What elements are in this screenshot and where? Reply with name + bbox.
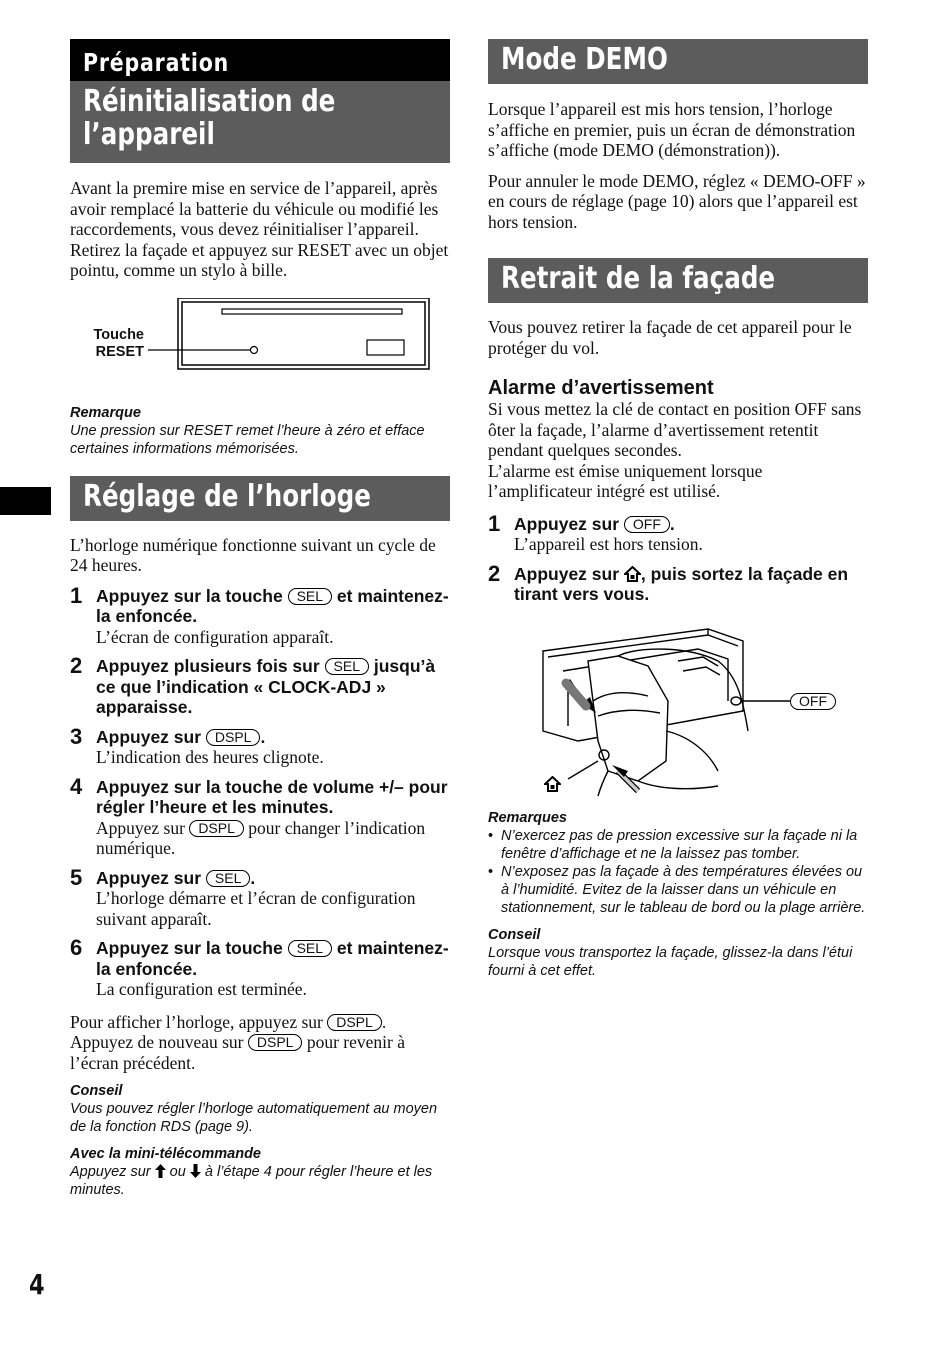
demo-paragraph-2: Pour annuler le mode DEMO, réglez « DEMO-OFF » en cours de réglage (page 10) alors que l’appareil est hors tension. [488, 170, 866, 232]
clock-step: 1 Appuyez sur la touche SEL et maintenez-la enfoncée. L’écran de configuration apparaît. [70, 582, 449, 647]
tip-title: Conseil [70, 1083, 123, 1099]
notes-title: Remarques [488, 809, 567, 826]
section-label: Préparation [70, 39, 450, 81]
sel-key: SEL [288, 940, 332, 957]
remove-heading: Retrait de la façade [488, 258, 868, 303]
tip-text: Vous pouvez régler l’horloge automatiquement au moyen de la fonction RDS (page 9). [70, 1101, 438, 1135]
remove-step: 2 Appuyez sur , puis sortez la façade en tirant vers vous. [488, 560, 849, 604]
reset-figure [70, 298, 450, 398]
note-item: • N’exposez pas la façade à des températures élevées ou à l’humidité. Evitez de la laisser dans un véhicule en stationnement, sur le tableau de bord ou la plage arrière. [488, 863, 868, 917]
note-title: Remarque [70, 404, 141, 421]
tip-title: Conseil [488, 926, 541, 943]
reset-figure-label: Touche RESET [93, 326, 144, 360]
release-button-icon [624, 566, 641, 582]
clock-step: 3 Appuyez sur DSPL . L’indication des heures clignote. [70, 723, 324, 767]
car-stereo-unit-drawing [70, 298, 450, 398]
remove-paragraph: Vous pouvez retirer la façade de cet appareil pour le protéger du vol. [488, 317, 852, 358]
release-button-icon [545, 777, 560, 791]
section-tab-marker [0, 487, 51, 515]
left-column [70, 39, 450, 1199]
display-clock-paragraph: Pour afficher l’horloge, appuyez sur DSPL . Appuyez de nouveau sur DSPL pour revenir à l’écran précédent. [70, 1011, 405, 1073]
clock-steps [70, 582, 450, 1000]
alarm-paragraph-2: L’alarme est émise uniquement lorsque l’amplificateur intégré est utilisé. [488, 460, 763, 501]
dspl-key: DSPL [327, 1014, 382, 1031]
dspl-key: DSPL [206, 729, 261, 746]
faceplate-removal-figure [488, 621, 868, 801]
remove-step: 1 Appuyez sur OFF . L’appareil est hors tension. [488, 510, 703, 554]
hand-removing-faceplate-drawing [488, 621, 868, 801]
clock-step: 6 Appuyez sur la touche SEL et maintenez-la enfoncée. La configuration est terminée. [70, 935, 449, 999]
clock-step: 4 Appuyez sur la touche de volume +/– pour régler l’heure et les minutes. Appuyez sur DSPL pour changer l’indication numérique. [70, 773, 448, 858]
dspl-key: DSPL [189, 820, 244, 837]
sel-key: SEL [206, 870, 250, 887]
demo-paragraph-1: Lorsque l’appareil est mis hors tension, l’horloge s’affiche en premier, puis un écran de démonstration s’affiche (mode DEMO (démonstration)). [488, 99, 856, 160]
alarm-paragraph-1: Si vous mettez la clé de contact en position OFF sans ôter la façade, l’alarme d’avertissement retentit pendant quelques secondes. [488, 399, 862, 460]
tip-text: Lorsque vous transportez la façade, glissez-la dans l’étui fourni à cet effet. [488, 944, 853, 979]
sel-key: SEL [288, 588, 332, 605]
reset-heading: Réinitialisation de l’appareil [70, 81, 450, 163]
clock-intro: L’horloge numérique fonctionne suivant un cycle de 24 heures. [70, 534, 436, 575]
demo-heading: Mode DEMO [488, 39, 868, 84]
clock-step: 2 Appuyez plusieurs fois sur SEL jusqu’à ce que l’indication « CLOCK-ADJ » apparaisse. [70, 653, 436, 717]
clock-step: 5 Appuyez sur SEL . L’horloge démarre et l’écran de configuration suivant apparaît. [70, 864, 416, 929]
page-number: 4 [29, 1268, 45, 1301]
dspl-key: DSPL [248, 1034, 303, 1051]
remote-text: Appuyez sur ou à l’étape 4 pour régler l’heure et les minutes. [70, 1164, 433, 1198]
alarm-heading: Alarme d’avertissement [488, 377, 714, 399]
reset-paragraph-2: Retirez la façade et appuyez sur RESET avec un objet pointu, comme un stylo à bille. [70, 239, 449, 280]
note-item: • N’exercez pas de pression excessive sur la façade ni la fenêtre d’affichage et ne la laissez pas tomber. [488, 827, 868, 863]
reset-paragraph-1: Avant la premire mise en service de l’appareil, après avoir remplacé la batterie du véhicule ou modifié les raccordements, vous devez réinitialiser l’appareil. [70, 178, 439, 239]
arrow-up-icon [155, 1164, 166, 1178]
off-key: OFF [624, 516, 670, 533]
right-column [488, 39, 868, 980]
clock-heading: Réglage de l’horloge [70, 476, 450, 521]
remote-title: Avec la mini-télécommande [70, 1146, 261, 1162]
arrow-down-icon [190, 1164, 201, 1178]
note-text: Une pression sur RESET remet l’heure à zéro et efface certaines informations mémorisées. [70, 422, 425, 457]
sel-key: SEL [325, 658, 369, 675]
off-key: OFF [790, 693, 836, 710]
